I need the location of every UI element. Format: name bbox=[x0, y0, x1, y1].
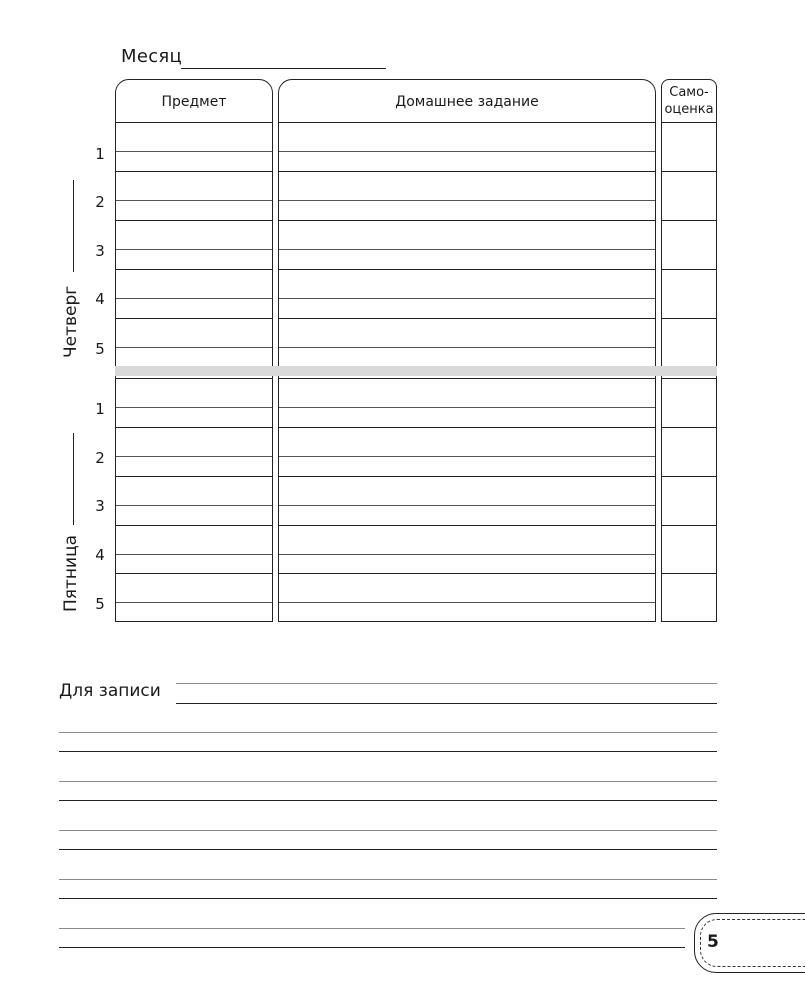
notes-line bbox=[59, 800, 717, 801]
month-blank-line bbox=[181, 68, 386, 69]
page-number: 5 bbox=[707, 932, 719, 952]
notes-line bbox=[59, 898, 717, 899]
notes-line bbox=[59, 928, 685, 929]
friday-row-number: 3 bbox=[95, 497, 105, 515]
subject-column bbox=[115, 79, 273, 622]
thursday-row-number: 5 bbox=[95, 340, 105, 358]
notes-line bbox=[176, 703, 717, 704]
notes-line bbox=[59, 781, 717, 782]
thursday-label: Четверг bbox=[61, 285, 81, 358]
notes-line bbox=[59, 947, 685, 948]
friday-row-number: 2 bbox=[95, 449, 105, 467]
notes-line bbox=[59, 830, 717, 831]
thursday-row-number: 3 bbox=[95, 242, 105, 260]
day-separator bbox=[115, 366, 717, 376]
notes-line bbox=[176, 683, 717, 684]
notes-line bbox=[59, 751, 717, 752]
friday-row-number: 1 bbox=[95, 400, 105, 418]
thursday-row-number: 1 bbox=[95, 145, 105, 163]
subject-column-header: Предмет bbox=[161, 94, 227, 110]
self-assessment-header-line1: Само- bbox=[669, 85, 709, 100]
month-label: Месяц bbox=[121, 46, 183, 67]
homework-column-header: Домашнее задание bbox=[395, 94, 539, 110]
thursday-row-number: 2 bbox=[95, 193, 105, 211]
friday-row-number: 5 bbox=[95, 595, 105, 613]
friday-row-number: 4 bbox=[95, 546, 105, 564]
thursday-date-line bbox=[73, 180, 74, 272]
page-number-tab bbox=[694, 913, 805, 973]
notes-line bbox=[59, 879, 717, 880]
notes-line bbox=[59, 849, 717, 850]
friday-label: Пятница bbox=[61, 534, 81, 612]
notes-label: Для записи bbox=[59, 681, 161, 701]
homework-column bbox=[278, 79, 656, 622]
friday-date-line bbox=[73, 433, 74, 525]
thursday-row-number: 4 bbox=[95, 290, 105, 308]
self-assessment-column bbox=[661, 79, 717, 622]
self-assessment-header-line2: оценка bbox=[664, 102, 714, 117]
notes-line bbox=[59, 732, 717, 733]
